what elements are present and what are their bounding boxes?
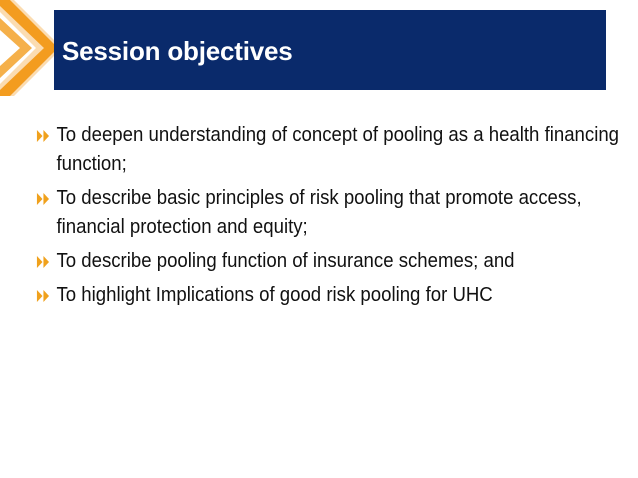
title-bar (54, 10, 606, 90)
list-item (36, 184, 633, 242)
bullet-text: To highlight Implications of good risk pooling for UHC (56, 284, 493, 306)
double-chevron-right-icon (36, 193, 51, 205)
list-item (36, 281, 633, 310)
slide-title: Session objectives (62, 36, 293, 66)
bullet-text: To describe basic principles of risk pooling that promote access, financial protection and equity; (56, 187, 582, 238)
double-chevron-right-icon (36, 130, 51, 142)
double-chevron-right-icon (36, 290, 51, 302)
double-chevron-right-icon (36, 256, 51, 268)
objectives-list (36, 121, 620, 315)
list-item (36, 247, 633, 276)
bullet-text: To describe pooling function of insurance schemes; and (56, 250, 515, 272)
bullet-text: To deepen understanding of concept of pooling as a health financing function; (56, 124, 620, 175)
list-item (36, 121, 633, 179)
